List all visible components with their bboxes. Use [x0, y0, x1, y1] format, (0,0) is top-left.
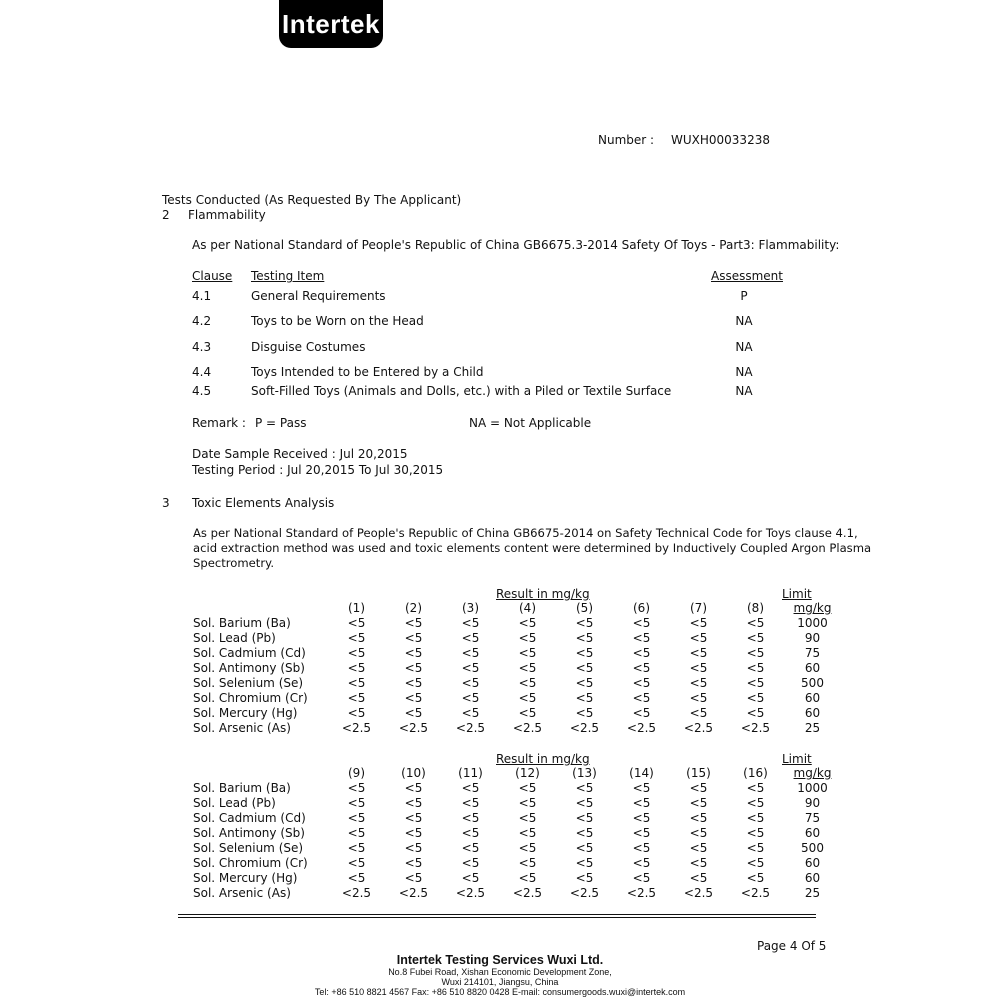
result-value: <5 [575, 781, 594, 795]
flammability-assessment: NA [735, 340, 753, 354]
flammability-title: Flammability [188, 208, 266, 222]
element-header-cell [193, 601, 328, 616]
result-value: <5 [404, 631, 423, 645]
result-value: <5 [746, 796, 765, 810]
result-value: <5 [347, 796, 366, 810]
footer-company: Intertek Testing Services Wuxi Ltd. [396, 953, 604, 967]
table-row [193, 721, 841, 736]
result-value: <5 [461, 706, 480, 720]
number-value: WUXH00033238 [671, 133, 770, 147]
toxic-index: 3 [162, 496, 170, 510]
result-value: <5 [689, 661, 708, 675]
result-value: <5 [404, 796, 423, 810]
result-in-mgkg-label: Result in mg/kg [496, 752, 590, 766]
result-value: <5 [347, 826, 366, 840]
result-value: <5 [746, 856, 765, 870]
limit-value: 90 [804, 631, 821, 645]
sample-column-header: (3) [462, 601, 479, 615]
element-name: Sol. Arsenic (As) [193, 721, 291, 735]
table-row [193, 826, 841, 841]
result-value: <5 [404, 646, 423, 660]
result-value: <2.5 [683, 721, 714, 735]
result-value: <5 [632, 781, 651, 795]
table-row [193, 886, 841, 901]
sample-column-header: (16) [743, 766, 768, 780]
result-value: <5 [632, 871, 651, 885]
result-value: <5 [347, 781, 366, 795]
result-value: <2.5 [398, 721, 429, 735]
result-value: <5 [746, 841, 765, 855]
result-value: <5 [347, 631, 366, 645]
result-value: <5 [518, 781, 537, 795]
assessment-header: Assessment [711, 269, 783, 283]
result-value: <5 [689, 691, 708, 705]
result-value: <5 [689, 856, 708, 870]
result-value: <5 [461, 781, 480, 795]
limit-value: 60 [804, 856, 821, 870]
flammability-clause: 4.3 [192, 340, 212, 354]
result-value: <5 [689, 841, 708, 855]
result-value: <2.5 [341, 721, 372, 735]
result-value: <5 [575, 631, 594, 645]
result-value: <5 [689, 811, 708, 825]
footer-address1: No.8 Fubei Road, Xishan Economic Development Zone, [388, 967, 612, 977]
sample-column-header: (2) [405, 601, 422, 615]
result-value: <5 [347, 871, 366, 885]
result-value: <5 [575, 841, 594, 855]
result-value: <5 [404, 616, 423, 630]
element-name: Sol. Mercury (Hg) [193, 706, 298, 720]
table-row [193, 691, 841, 706]
footer-rule-1 [178, 914, 816, 915]
result-value: <5 [347, 856, 366, 870]
result-value: <5 [632, 826, 651, 840]
result-value: <2.5 [341, 886, 372, 900]
result-value: <5 [404, 841, 423, 855]
result-value: <5 [746, 676, 765, 690]
result-value: <5 [404, 676, 423, 690]
result-value: <5 [518, 826, 537, 840]
result-value: <5 [632, 811, 651, 825]
result-value: <5 [461, 631, 480, 645]
result-value: <5 [461, 676, 480, 690]
element-name: Sol. Antimony (Sb) [193, 826, 305, 840]
result-value: <5 [746, 616, 765, 630]
result-value: <5 [347, 616, 366, 630]
result-value: <5 [689, 676, 708, 690]
result-value: <5 [575, 796, 594, 810]
result-value: <5 [404, 706, 423, 720]
element-name: Sol. Selenium (Se) [193, 676, 304, 690]
element-name: Sol. Antimony (Sb) [193, 661, 305, 675]
result-value: <5 [632, 661, 651, 675]
limit-value: 60 [804, 871, 821, 885]
result-value: <5 [347, 841, 366, 855]
result-value: <5 [347, 646, 366, 660]
result-value: <2.5 [512, 886, 543, 900]
result-value: <5 [575, 646, 594, 660]
result-value: <5 [518, 811, 537, 825]
result-value: <5 [347, 691, 366, 705]
sample-column-header: (12) [515, 766, 540, 780]
toxic-standard-line1: As per National Standard of People's Republic of China GB6675-2014 on Safety Technical Code for Toys clause 4.1, [193, 526, 858, 540]
result-value: <5 [518, 706, 537, 720]
result-value: <2.5 [626, 886, 657, 900]
sample-column-header: (7) [690, 601, 707, 615]
sample-column-header: (9) [348, 766, 365, 780]
element-name: Sol. Arsenic (As) [193, 886, 291, 900]
number-label: Number : [598, 133, 655, 147]
result-value: <5 [632, 676, 651, 690]
result-value: <5 [632, 841, 651, 855]
toxic-standard-line3: Spectrometry. [193, 556, 275, 570]
limit-unit-header: mg/kg [793, 766, 832, 780]
result-value: <5 [347, 676, 366, 690]
limit-value: 60 [804, 706, 821, 720]
result-value: <5 [404, 856, 423, 870]
result-value: <5 [404, 811, 423, 825]
result-value: <5 [518, 856, 537, 870]
tests-heading: Tests Conducted (As Requested By The Applicant) [162, 193, 462, 207]
toxic-table [193, 601, 841, 736]
result-value: <5 [746, 646, 765, 660]
element-name: Sol. Barium (Ba) [193, 616, 291, 630]
footer-rule-2 [178, 917, 816, 918]
flammability-assessment: NA [735, 384, 753, 398]
result-value: <5 [632, 646, 651, 660]
limit-label: Limit [782, 752, 812, 766]
result-value: <5 [518, 796, 537, 810]
result-value: <5 [689, 631, 708, 645]
result-value: <2.5 [569, 886, 600, 900]
table-row [193, 706, 841, 721]
flammability-clause: 4.1 [192, 289, 212, 303]
flammability-item: Disguise Costumes [251, 340, 366, 354]
table-row [193, 841, 841, 856]
limit-value: 60 [804, 691, 821, 705]
table-row [193, 856, 841, 871]
result-value: <5 [518, 841, 537, 855]
result-value: <5 [746, 661, 765, 675]
intertek-logo: Intertek [279, 0, 383, 48]
sample-column-header: (11) [458, 766, 483, 780]
result-value: <5 [404, 661, 423, 675]
result-value: <5 [575, 661, 594, 675]
element-name: Sol. Lead (Pb) [193, 796, 276, 810]
flammability-assessment: P [740, 289, 748, 303]
limit-value: 75 [804, 811, 821, 825]
result-value: <5 [575, 811, 594, 825]
toxic-header-row [193, 766, 841, 781]
flammability-item: General Requirements [251, 289, 386, 303]
table-row [193, 811, 841, 826]
sample-column-header: (1) [348, 601, 365, 615]
limit-value: 25 [804, 886, 821, 900]
flammability-index: 2 [162, 208, 170, 222]
sample-column-header: (10) [401, 766, 426, 780]
flammability-assessment: NA [735, 365, 753, 379]
footer-contact: Tel: +86 510 8821 4567 Fax: +86 510 8820 0428 E-mail: consumergoods.wuxi@intertek.com [314, 987, 686, 997]
result-value: <5 [575, 856, 594, 870]
result-value: <5 [689, 646, 708, 660]
limit-value: 500 [801, 676, 824, 690]
element-name: Sol. Barium (Ba) [193, 781, 291, 795]
result-value: <5 [632, 616, 651, 630]
result-value: <5 [632, 706, 651, 720]
result-value: <2.5 [740, 886, 771, 900]
result-value: <5 [575, 616, 594, 630]
result-value: <2.5 [512, 721, 543, 735]
result-value: <5 [632, 691, 651, 705]
result-value: <5 [461, 871, 480, 885]
flammability-item: Toys Intended to be Entered by a Child [251, 365, 484, 379]
result-value: <5 [746, 631, 765, 645]
element-name: Sol. Cadmium (Cd) [193, 646, 306, 660]
sample-column-header: (8) [747, 601, 764, 615]
table-row [193, 871, 841, 886]
remark-pass: P = Pass [255, 416, 307, 430]
toxic-standard-line2: acid extraction method was used and toxic elements content were determined by Inductively Coupled Argon Plasma [193, 541, 872, 555]
sample-column-header: (6) [633, 601, 650, 615]
result-value: <5 [461, 616, 480, 630]
result-value: <5 [461, 646, 480, 660]
limit-value: 75 [804, 646, 821, 660]
limit-value: 60 [804, 661, 821, 675]
table-row [193, 781, 841, 796]
result-value: <5 [404, 871, 423, 885]
remark-na: NA = Not Applicable [469, 416, 592, 430]
element-name: Sol. Cadmium (Cd) [193, 811, 306, 825]
result-value: <5 [347, 811, 366, 825]
toxic-table [193, 766, 841, 901]
flammability-clause: 4.2 [192, 314, 212, 328]
result-in-mgkg-label: Result in mg/kg [496, 587, 590, 601]
sample-column-header: (13) [572, 766, 597, 780]
result-value: <5 [632, 631, 651, 645]
clause-header: Clause [192, 269, 233, 283]
table-row [193, 616, 841, 631]
result-value: <5 [461, 811, 480, 825]
limit-value: 1000 [797, 616, 828, 630]
table-row [193, 646, 841, 661]
result-value: <5 [347, 661, 366, 675]
result-value: <5 [518, 646, 537, 660]
result-value: <5 [518, 661, 537, 675]
result-value: <2.5 [455, 886, 486, 900]
result-value: <5 [632, 856, 651, 870]
element-name: Sol. Chromium (Cr) [193, 691, 308, 705]
element-name: Sol. Selenium (Se) [193, 841, 304, 855]
table-row [193, 631, 841, 646]
result-value: <5 [689, 826, 708, 840]
result-value: <5 [404, 826, 423, 840]
result-value: <2.5 [455, 721, 486, 735]
result-value: <5 [575, 871, 594, 885]
remark-label: Remark : [192, 416, 246, 430]
result-value: <5 [518, 871, 537, 885]
sample-column-header: (15) [686, 766, 711, 780]
limit-label: Limit [782, 587, 812, 601]
result-value: <5 [575, 826, 594, 840]
flammability-standard: As per National Standard of People's Republic of China GB6675.3-2014 Safety Of Toys - Part3: Flammability: [192, 238, 840, 252]
result-value: <5 [404, 691, 423, 705]
result-value: <5 [689, 796, 708, 810]
result-value: <5 [689, 616, 708, 630]
result-value: <2.5 [683, 886, 714, 900]
result-value: <5 [518, 691, 537, 705]
result-value: <5 [746, 811, 765, 825]
result-value: <5 [746, 781, 765, 795]
element-name: Sol. Lead (Pb) [193, 631, 276, 645]
result-value: <5 [347, 706, 366, 720]
result-value: <5 [689, 706, 708, 720]
result-value: <2.5 [569, 721, 600, 735]
result-value: <2.5 [626, 721, 657, 735]
result-value: <5 [461, 796, 480, 810]
page-number: Page 4 Of 5 [757, 939, 827, 953]
result-value: <5 [575, 676, 594, 690]
testing-period: Testing Period : Jul 20,2015 To Jul 30,2015 [192, 463, 444, 477]
testing-item-header: Testing Item [251, 269, 325, 283]
flammability-assessment: NA [735, 314, 753, 328]
result-value: <2.5 [398, 886, 429, 900]
result-value: <5 [461, 841, 480, 855]
toxic-header-row [193, 601, 841, 616]
result-value: <5 [461, 691, 480, 705]
flammability-clause: 4.4 [192, 365, 212, 379]
result-value: <5 [575, 691, 594, 705]
table-row [193, 796, 841, 811]
toxic-title: Toxic Elements Analysis [192, 496, 335, 510]
result-value: <5 [632, 796, 651, 810]
result-value: <5 [461, 826, 480, 840]
limit-value: 90 [804, 796, 821, 810]
flammability-clause: 4.5 [192, 384, 212, 398]
element-name: Sol. Mercury (Hg) [193, 871, 298, 885]
sample-column-header: (5) [576, 601, 593, 615]
result-value: <5 [461, 856, 480, 870]
table-row [193, 661, 841, 676]
result-value: <5 [689, 781, 708, 795]
sample-column-header: (14) [629, 766, 654, 780]
sample-column-header: (4) [519, 601, 536, 615]
result-value: <5 [404, 781, 423, 795]
limit-value: 500 [801, 841, 824, 855]
result-value: <5 [518, 676, 537, 690]
element-name: Sol. Chromium (Cr) [193, 856, 308, 870]
limit-value: 1000 [797, 781, 828, 795]
result-value: <5 [746, 691, 765, 705]
footer-address2: Wuxi 214101, Jiangsu, China [441, 977, 559, 987]
result-value: <5 [575, 706, 594, 720]
result-value: <5 [518, 616, 537, 630]
limit-value: 60 [804, 826, 821, 840]
table-row [193, 676, 841, 691]
result-value: <5 [689, 871, 708, 885]
date-received: Date Sample Received : Jul 20,2015 [192, 447, 408, 461]
result-value: <5 [746, 871, 765, 885]
limit-value: 25 [804, 721, 821, 735]
element-header-cell [193, 766, 328, 781]
flammability-item: Soft-Filled Toys (Animals and Dolls, etc.) with a Piled or Textile Surface [251, 384, 672, 398]
result-value: <5 [461, 661, 480, 675]
limit-unit-header: mg/kg [793, 601, 832, 615]
flammability-item: Toys to be Worn on the Head [251, 314, 424, 328]
result-value: <5 [746, 826, 765, 840]
result-value: <5 [746, 706, 765, 720]
result-value: <2.5 [740, 721, 771, 735]
result-value: <5 [518, 631, 537, 645]
